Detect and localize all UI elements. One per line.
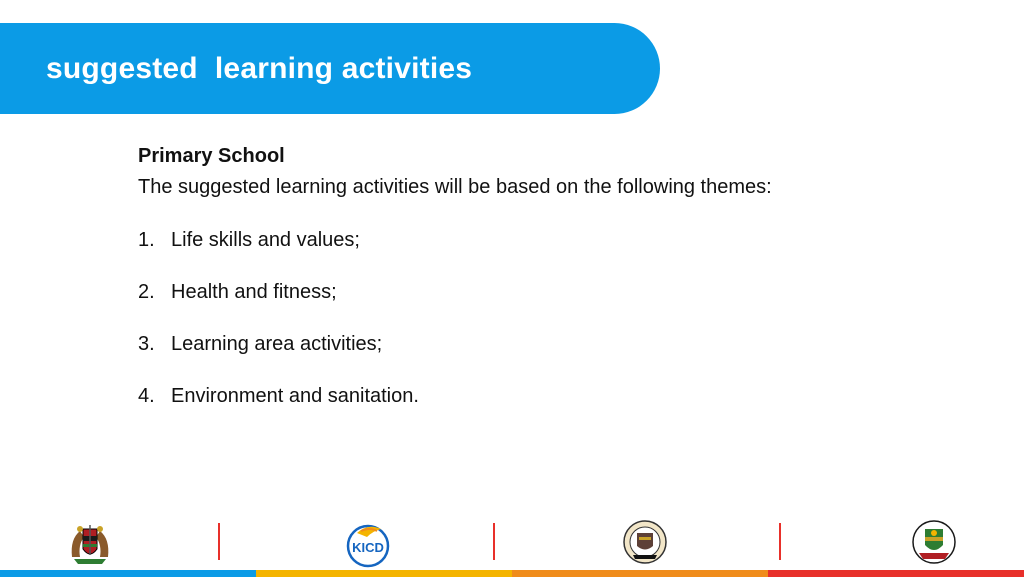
footer-divider bbox=[779, 523, 781, 560]
footer-divider bbox=[218, 523, 220, 560]
list-item-text: Environment and sanitation. bbox=[171, 385, 419, 407]
subheading: Primary School bbox=[138, 145, 285, 167]
footer-color-bar bbox=[0, 570, 1024, 577]
theme-list bbox=[138, 229, 798, 437]
list-item-number: 3. bbox=[138, 333, 155, 355]
footer bbox=[0, 515, 1024, 577]
list-item bbox=[138, 281, 798, 333]
county-seal-icon bbox=[911, 519, 957, 565]
list-item-number: 4. bbox=[138, 385, 155, 407]
footer-bar-segment bbox=[512, 570, 768, 577]
list-item bbox=[138, 229, 798, 281]
list-item bbox=[138, 385, 798, 437]
university-seal-icon bbox=[622, 519, 668, 565]
kicd-logo-text: KICD bbox=[352, 540, 384, 555]
list-item-text: Learning area activities; bbox=[171, 333, 383, 355]
list-item-number: 2. bbox=[138, 281, 155, 303]
kenya-coat-of-arms-icon bbox=[66, 519, 114, 567]
list-item bbox=[138, 333, 798, 385]
footer-divider bbox=[493, 523, 495, 560]
list-item-text: Life skills and values; bbox=[171, 229, 360, 251]
title-banner bbox=[0, 23, 660, 114]
list-item-number: 1. bbox=[138, 229, 155, 251]
slide-content bbox=[138, 145, 798, 437]
footer-bar-segment bbox=[768, 570, 1024, 577]
slide-title: suggested learning activities bbox=[46, 51, 473, 85]
list-item-text: Health and fitness; bbox=[171, 281, 337, 303]
footer-bar-segment bbox=[0, 570, 256, 577]
kicd-logo-icon bbox=[343, 519, 393, 569]
footer-bar-segment bbox=[256, 570, 512, 577]
intro-text: The suggested learning activities will be based on the following themes: bbox=[138, 176, 772, 198]
